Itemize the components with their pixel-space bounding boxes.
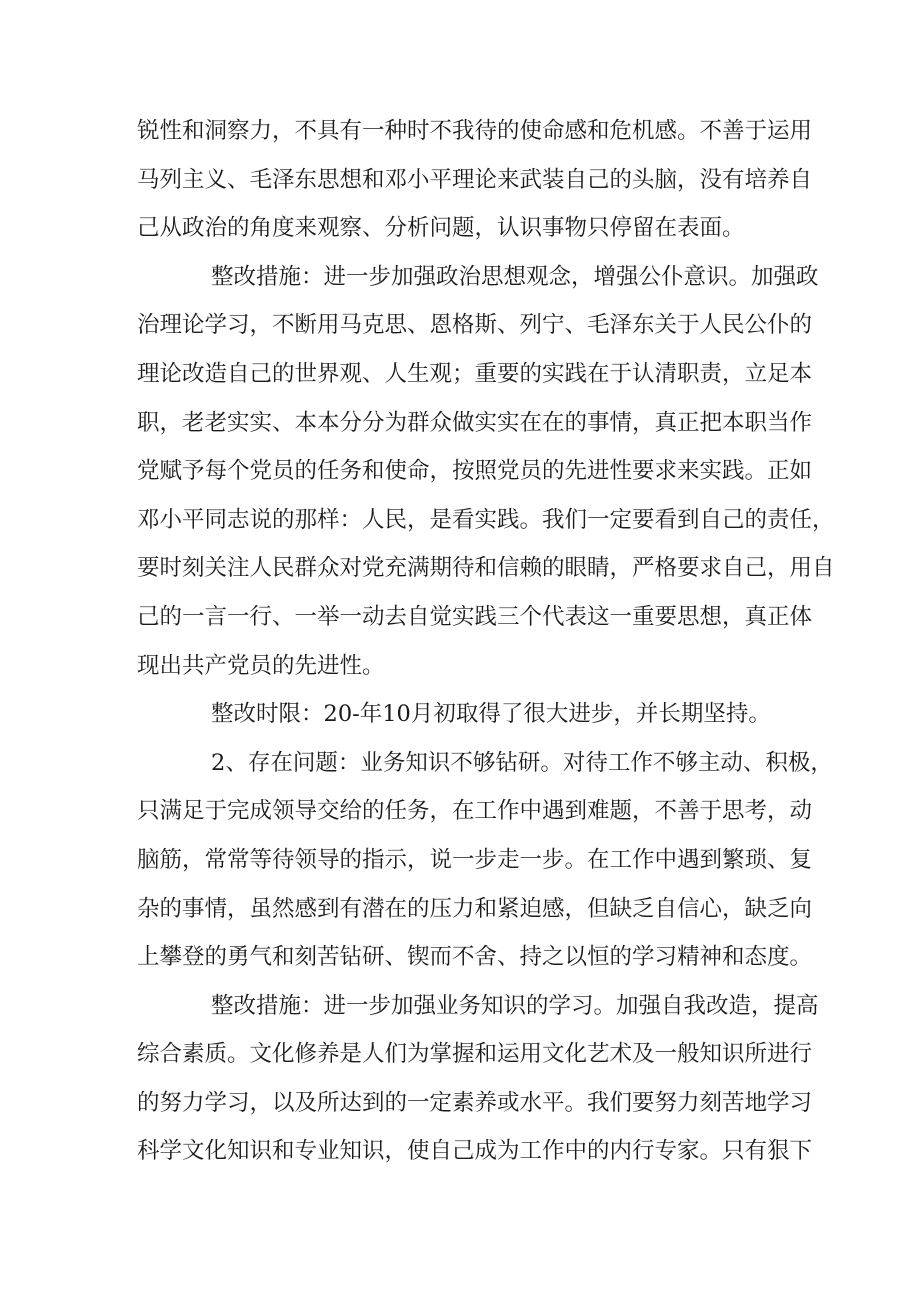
- document-body: [137, 107, 835, 1176]
- text-line: 脑筋，常常等待领导的指示，说一步走一步。在工作中遇到繁琐、复: [137, 846, 813, 873]
- text-line: 邓小平同志说的那样：人民，是看实践。我们一定要看到自己的责任，: [137, 506, 835, 533]
- text-line: 己的一言一行、一举一动去自觉实践三个代表这一重要思想，真正体: [137, 603, 813, 630]
- text-line: 整改措施：进一步加强政治思想观念，增强公仆意识。加强政: [211, 263, 819, 290]
- text-line: 理论改造自己的世界观、人生观；重要的实践在于认清职责，立足本: [137, 360, 813, 387]
- text-line: 上攀登的勇气和刻苦钻研、锲而不舍、持之以恒的学习精神和态度。: [137, 944, 813, 971]
- text-line: 现出共产党员的先进性。: [137, 652, 385, 679]
- text-line: 综合素质。文化修养是人们为掌握和运用文化艺术及一般知识所进行: [137, 1041, 813, 1068]
- text-line: 党赋予每个党员的任务和使命，按照党员的先进性要求来实践。正如: [137, 458, 813, 485]
- text-line: 的努力学习，以及所达到的一定素养或水平。我们要努力刻苦地学习: [137, 1089, 813, 1116]
- text-line: 治理论学习，不断用马克思、恩格斯、列宁、毛泽东关于人民公仆的: [137, 312, 813, 339]
- text-line: 锐性和洞察力，不具有一种时不我待的使命感和危机感。不善于运用: [137, 118, 813, 144]
- text-line: 要时刻关注人民群众对党充满期待和信赖的眼睛，严格要求自己，用自: [137, 555, 835, 582]
- text-line: 2、存在问题：业务知识不够钻研。对待工作不够主动、积极，: [211, 749, 833, 776]
- text-line: 只满足于完成领导交给的任务，在工作中遇到难题，不善于思考，动: [137, 798, 813, 825]
- text-line: 职，老老实实、本本分分为群众做实实在在的事情，真正把本职当作: [137, 409, 813, 436]
- text-line: 整改时限：20-年10月初取得了很大进步，并长期坚持。: [211, 701, 771, 728]
- text-line: 己从政治的角度来观察、分析问题，认识事物只停留在表面。: [137, 215, 745, 242]
- text-line: 马列主义、毛泽东思想和邓小平理论来武装自己的头脑，没有培养自: [137, 166, 813, 193]
- text-line: 科学文化知识和专业知识，使自己成为工作中的内行专家。只有狠下: [137, 1138, 813, 1165]
- text-line: 整改措施：进一步加强业务知识的学习。加强自我改造，提高: [211, 992, 819, 1019]
- text-line: 杂的事情，虽然感到有潜在的压力和紧迫感，但缺乏自信心，缺乏向: [137, 895, 813, 922]
